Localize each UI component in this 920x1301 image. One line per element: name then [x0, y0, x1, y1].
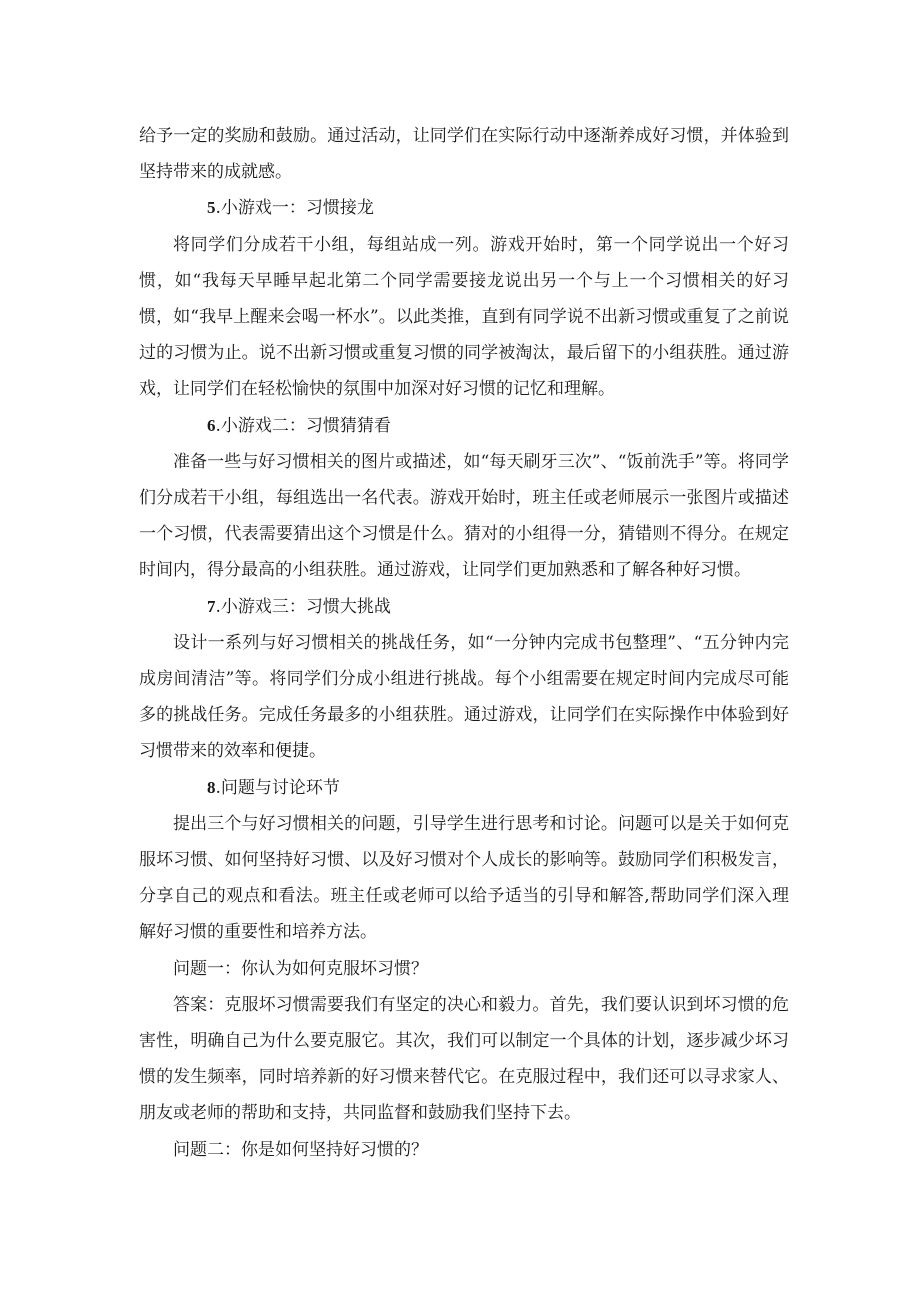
- answer-one: 答案：克服坏习惯需要我们有坚定的决心和毅力。首先，我们要认识到坏习惯的危害性，明确自己为什么要克服它。其次，我们可以制定一个具体的计划，逐步减少坏习惯的发生频率，同时培养新的好习惯来替代它。在克服过程中，我们还可以寻求家人、朋友或老师的帮助和支持，共同监督和鼓励我们坚持下去。: [139, 994, 789, 1124]
- paragraph-game-two: 准备一些与好习惯相关的图片或描述，如“每天刷牙三次”、“饭前洗手”等。将同学们分成若干小组，每组选出一名代表。游戏开始时，班主任或老师展示一张图片或描述一个习惯，代表需要猜出这个习惯是什么。猜对的小组得一分，猜错则不得分。在规定时间内，得分最高的小组获胜。通过游戏，让同学们更加熟悉和了解各种好习惯。: [139, 451, 789, 581]
- paragraph-discussion: 提出三个与好习惯相关的问题，引导学生进行思考和讨论。问题可以是关于如何克服坏习惯、如何坚持好习惯、以及好习惯对个人成长的影响等。鼓励同学们积极发言，分享自己的观点和看法。班主任或老师可以给予适当的引导和解答,帮助同学们深入理解好习惯的重要性和培养方法。: [139, 813, 789, 943]
- section-title: .小游戏三：习惯大挑战: [215, 596, 391, 617]
- section-number: 8: [207, 777, 216, 797]
- section-title: .小游戏一：习惯接龙: [215, 198, 374, 219]
- section-number: 5: [207, 198, 216, 218]
- section-title: .问题与讨论环节: [215, 777, 340, 798]
- question-one: 问题一：你认为如何克服坏习惯？: [173, 958, 428, 979]
- section-title: .小游戏二：习惯猜猜看: [215, 415, 391, 436]
- section-heading-6: [139, 408, 789, 444]
- section-heading-8: [139, 770, 789, 806]
- section-number: 7: [207, 596, 216, 616]
- paragraph-game-three: 设计一系列与好习惯相关的挑战任务，如“一分钟内完成书包整理”、“五分钟内完成房间清洁”等。将同学们分成小组进行挑战。每个小组需要在规定时间内完成尽可能多的挑战任务。完成任务最多的小组获胜。通过游戏，让同学们在实际操作中体验到好习惯带来的效率和便捷。: [139, 632, 789, 762]
- section-heading-5: [139, 190, 789, 226]
- paragraph-game-one: 将同学们分成若干小组，每组站成一列。游戏开始时，第一个同学说出一个好习惯，如“我每天早睡早起北第二个同学需要接龙说出另一个与上一个习惯相关的好习惯，如“我早上醒来会喝一杯水”。以此类推，直到有同学说不出新习惯或重复了之前说过的习惯为止。说不出新习惯或重复习惯的同学被淘汰，最后留下的小组获胜。通过游戏，让同学们在轻松愉快的氛围中加深对好习惯的记忆和理解。: [139, 234, 789, 400]
- section-number: 6: [207, 415, 216, 435]
- section-heading-7: [139, 589, 789, 625]
- question-two: 问题二：你是如何坚持好习惯的？: [173, 1139, 428, 1160]
- document-body: [139, 118, 789, 1168]
- paragraph-continuation: 给予一定的奖励和鼓励。通过活动，让同学们在实际行动中逐渐养成好习惯，并体验到坚持带来的成就感。: [139, 126, 789, 183]
